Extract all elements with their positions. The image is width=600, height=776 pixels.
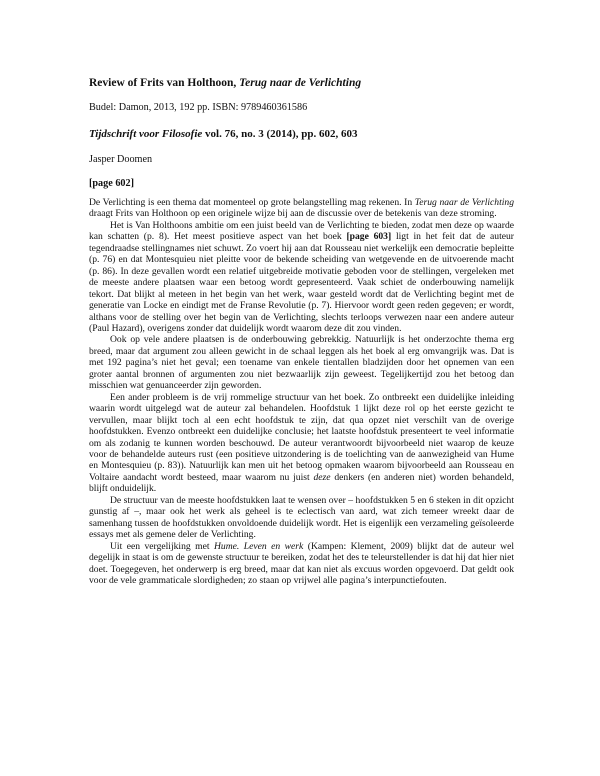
paragraph-3: Ook op vele andere plaatsen is de onderbouwing gebrekkig. Natuurlijk is het onderzochte thema erg breed, maar dat argument zou alleen gewicht in de schaal leggen als het boek al erg omvangrijk was. Dat is met 192 pagina’s niet het geval; een toename van enkele tientallen bladzijden door het opnemen van een groter aantal bronnen of argumenten zou niet bezwaarlijk zijn geweest. Tegelijkertijd zou het betoog dan misschien wat genuanceerder zijn geworden.	[89, 334, 514, 392]
paragraph-5: De structuur van de meeste hoofdstukken laat te wensen over – hoofdstukken 5 en 6 steken in dit opzicht gunstig af –, maar ook het werk als geheel is te eclectisch van aard, wat zich temeer wreekt daar de samenhang tussen de hoofdstukken onvoldoende duidelijk wordt. Het is eigenlijk een verzameling geïsoleerde essays met als gemene deler de Verlichting.	[89, 494, 514, 541]
paragraph-6-text-a: Uit een vergelijking met	[110, 540, 214, 552]
journal-reference	[89, 127, 529, 141]
review-body	[89, 197, 514, 586]
paragraph-1-text-a: De Verlichting is een thema dat momenteel op grote belangstelling mag rekenen. In	[89, 197, 415, 208]
journal-details: vol. 76, no. 3 (2014), pp. 602, 603	[202, 128, 358, 140]
title-book: Terug naar de Verlichting	[239, 77, 362, 89]
page-marker: [page 602]	[89, 178, 134, 189]
title-prefix: Review of Frits van Holthoon,	[89, 77, 240, 89]
paragraph-6	[89, 541, 514, 587]
review-title	[89, 76, 529, 90]
paragraph-4-text-a: Een ander probleem is de vrij rommelige structuur van het boek. Zo ontbreekt een duidelijke inleiding waarin wordt uitgelegd wat de auteur zal behandelen. Hoofdstuk 1 lijkt deze rol op het eerste gezicht te vervullen, maar blijkt toch al een echt hoofdstuk te zijn, dat qua opzet niet verschilt van de overige hoofdstukken. Evenzo ontbreekt een duidelijke conclusie; het laatste hoofdstuk presenteert te veel informatie om als zodanig te kunnen worden beschouwd. De auteur verantwoordt bijvoorbeeld niet waarop de keuze voor de behandelde auteurs rust (een positieve uitzondering is de toelichting van de aanwezigheid van Hume en Montesquieu (p. 83)). Natuurlijk kan men uit het betoog opmaken waarom bijvoorbeeld aan Rousseau en Voltaire aandacht wordt besteed, maar waarom nu juist	[89, 391, 514, 483]
paragraph-2-page-marker: [page 603]	[346, 231, 392, 243]
paragraph-4-text-b: denkers (en anderen niet) worden behandeld, blijft onduidelijk.	[89, 471, 514, 495]
author-name: Jasper Doomen	[89, 154, 153, 165]
paragraph-6-book-title: Hume. Leven en werk	[213, 540, 304, 552]
paragraph-1	[89, 197, 514, 220]
paragraph-4	[89, 392, 514, 495]
paragraph-1-book-title: Terug naar de Verlichting	[414, 197, 514, 208]
paragraph-1-text-b: draagt Frits van Holthoon op een originele wijze bij aan de discussie over de betekenis van deze stroming.	[89, 208, 497, 220]
paragraph-4-emphasis: deze	[313, 471, 331, 483]
journal-name: Tijdschrift voor Filosofie	[89, 128, 203, 140]
paragraph-6-text-b: (Kampen: Klement, 2009) blijkt dat de auteur wel degelijk in staat is om de gewenste structuur te bereiken, zodat het des te teleurstellender is dat hij dat hier niet doet. Toegegeven, het onderwerp is erg breed, maar dat kan niet als excuus worden opgevoerd. Dat geldt ook voor de vele grammaticale slordigheden; zo staan op vrijwel alle pagina’s interpunctiefouten.	[89, 540, 514, 586]
publication-info: Budel: Damon, 2013, 192 pp. ISBN: 9789460361586	[89, 102, 308, 113]
paragraph-2	[89, 220, 514, 335]
paragraph-2-text-b: ligt in het feit dat de auteur tegendraadse stellingnames niet schuwt. Zo voert hij aan dat Rousseau niet werkelijk een democratie bepleitte (p. 76) en dat Montesquieu niet pleitte voor de bekende scheiding van wetgevende en de uitvoerende macht (p. 86). In deze gevallen wordt een relatief uitgebreide motivatie geboden voor de stellingen, vergeleken met de meeste andere plaatsen waar een betoog wordt gepresenteerd. Vaak schiet de onderbouwing namelijk tekort. Dat blijkt al meteen in het begin van het werk, waar gesteld wordt dat de Verlichting begint met de generatie van Locke en eindigt met de Franse Revolutie (p. 7). Hiervoor wordt geen reden gegeven; er wordt, althans voor de stelling over het begin van de Verlichting, slechts terloops verwezen naar een andere auteur (Paul Hazard), overigens zonder dat duidelijk wordt waarom deze dit zou vinden.	[89, 231, 514, 334]
paragraph-2-text-a: Het is Van Holthoons ambitie om een juist beeld van de Verlichting te bieden, zodat men deze op waarde kan schatten (p. 8). Het meest positieve aspect van het boek	[89, 219, 514, 243]
